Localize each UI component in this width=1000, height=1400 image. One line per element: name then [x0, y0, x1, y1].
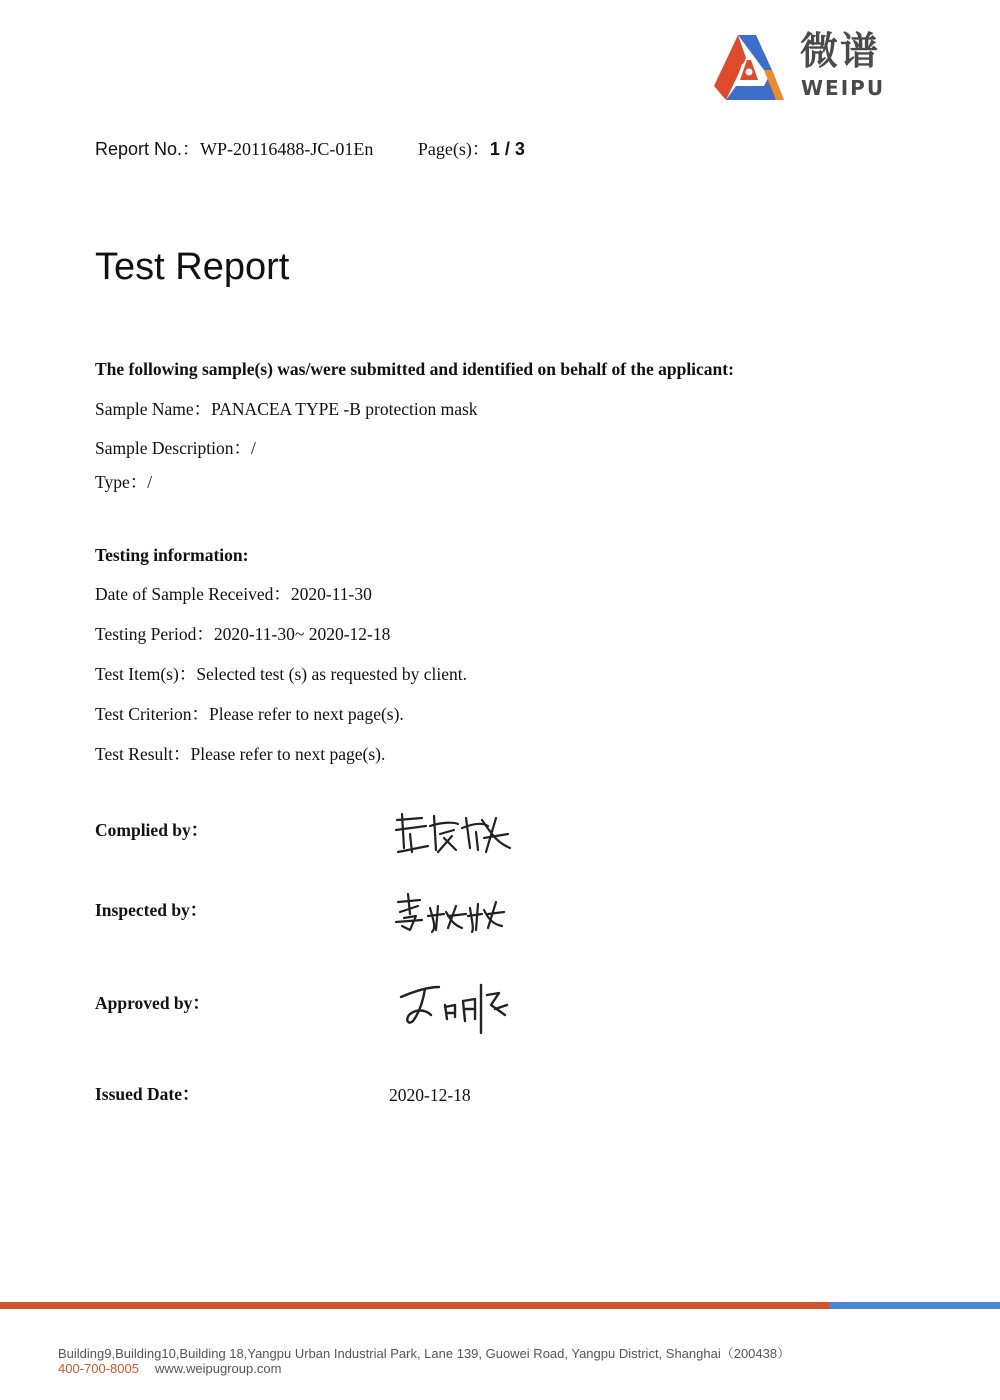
- sample-type-row: [95, 472, 152, 493]
- result-value: Please refer to next page(s).: [190, 744, 386, 764]
- sample-description-label: Sample Description：: [95, 438, 252, 458]
- criterion-row: [95, 704, 404, 725]
- sample-type-label: Type：: [95, 472, 148, 492]
- compiled-by-signature: [392, 808, 517, 858]
- inspected-by-label: Inspected by：: [95, 900, 208, 920]
- pages-value: 1 / 3: [489, 139, 525, 159]
- approved-by-signature: [395, 975, 517, 1035]
- inspected-by-signature: [392, 892, 507, 936]
- sample-description-row: [95, 438, 256, 459]
- footer-phone: 400-700-8005: [58, 1361, 139, 1376]
- result-label: Test Result：: [95, 744, 191, 764]
- approved-by-label: Approved by：: [95, 993, 210, 1013]
- test-items-row: [95, 664, 467, 685]
- received-value: 2020-11-30: [290, 584, 372, 604]
- logo-mark-icon: [712, 30, 792, 110]
- footer-bar-orange: [0, 1302, 830, 1309]
- period-label: Testing Period：: [95, 624, 214, 644]
- logo-english-name: WEIPU: [801, 76, 886, 100]
- period-value: 2020-11-30~ 2020-12-18: [213, 624, 391, 644]
- footer-bar-blue: [830, 1302, 1000, 1309]
- sample-description-value: /: [251, 438, 256, 458]
- sample-type-value: /: [147, 472, 153, 492]
- criterion-label: Test Criterion：: [95, 704, 209, 724]
- footer-address: Building9,Building10,Building 18,Yangpu Urban Industrial Park, Lane 139, Guowei Road, Yangpu District, Shanghai（200438）: [58, 1346, 791, 1361]
- footer-website: www.weipugroup.com: [154, 1361, 282, 1376]
- criterion-value: Please refer to next page(s).: [208, 704, 404, 724]
- pages-label: Page(s)：: [417, 139, 490, 159]
- sample-name-row: [95, 399, 478, 420]
- footer-contact: [58, 1361, 281, 1376]
- issued-date-value: 2020-12-18: [389, 1085, 471, 1105]
- issued-date-label: Issued Date：: [95, 1084, 200, 1104]
- testing-heading: Testing information:: [95, 545, 249, 565]
- test-items-value: Selected test (s) as requested by client.: [196, 664, 467, 684]
- report-no-value: WP-20116488-JC-01En: [200, 139, 374, 159]
- result-row: [95, 744, 385, 765]
- received-label: Date of Sample Received：: [95, 584, 291, 604]
- test-items-label: Test Item(s)：: [95, 664, 197, 684]
- compiled-by-label: Complied by：: [95, 820, 209, 840]
- page-title: Test Report: [95, 246, 290, 288]
- received-row: [95, 584, 372, 605]
- report-header: [95, 135, 525, 161]
- footer-divider: [0, 1302, 1000, 1309]
- sample-intro: The following sample(s) was/were submitted and identified on behalf of the applicant:: [95, 359, 734, 379]
- company-logo: [712, 30, 902, 110]
- period-row: [95, 624, 390, 645]
- report-no-label: Report No.：: [95, 139, 201, 159]
- logo-chinese-name: 微谱: [800, 29, 881, 73]
- sample-name-label: Sample Name：: [95, 399, 212, 419]
- sample-name-value: PANACEA TYPE -B protection mask: [211, 399, 478, 419]
